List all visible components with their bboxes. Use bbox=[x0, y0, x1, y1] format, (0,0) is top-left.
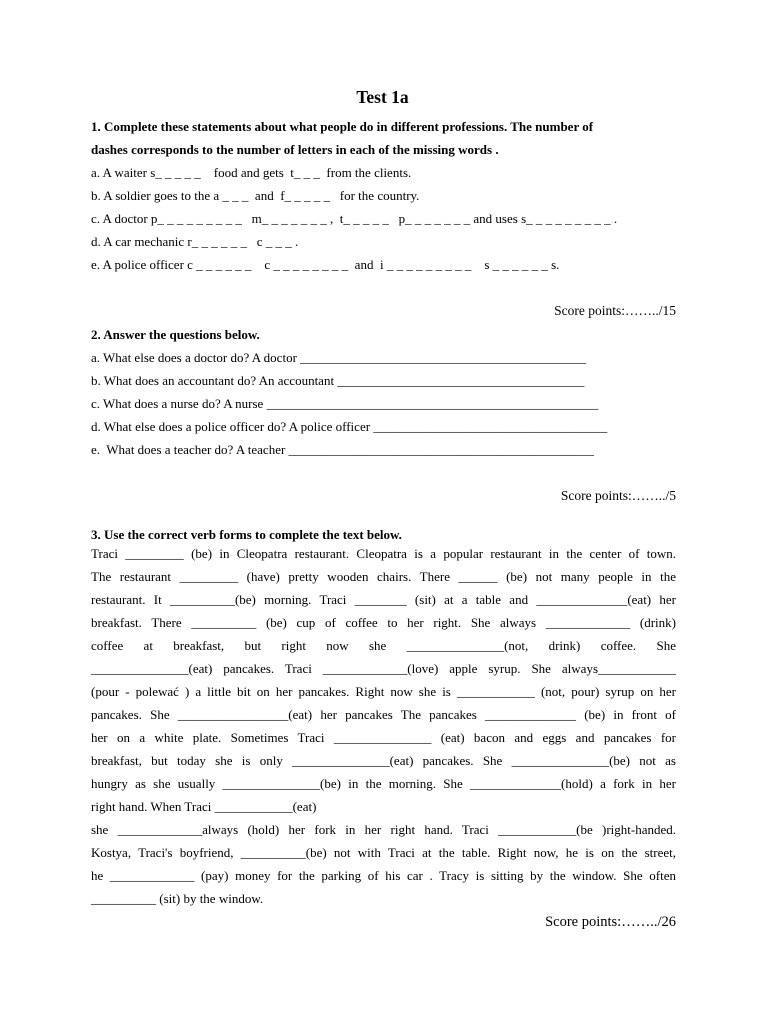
section-3-score: Score points:……../26 bbox=[545, 914, 676, 930]
section-2-item-d: d. What else does a police officer do? A police officer ____________________________________ bbox=[91, 419, 608, 434]
section-3-line: breakfast. There __________ (be) cup of coffee to her right. She always _____________ (drink) bbox=[91, 615, 676, 630]
section-3-line: breakfast, but today she is only _______________(eat) pancakes. She _______________(be) not as bbox=[91, 753, 676, 768]
section-3-line: her on a white plate. Sometimes Traci _______________ (eat) bacon and eggs and pancakes for bbox=[91, 730, 676, 745]
section-3-line: pancakes. She _________________(eat) her pancakes The pancakes ______________ (be) in front of bbox=[91, 707, 676, 722]
section-2-item-a: a. What else does a doctor do? A doctor ____________________________________________ bbox=[91, 350, 587, 365]
section-1-item-d: d. A car mechanic r_ _ _ _ _ _ c _ _ _ . bbox=[91, 234, 299, 249]
section-1-item-b: b. A soldier goes to the a _ _ _ and f_ _ _ _ _ for the country. bbox=[91, 188, 420, 203]
section-3-line: restaurant. It __________(be) morning. Traci ________ (sit) at a table and ______________(eat) her bbox=[91, 592, 676, 607]
section-1-heading-line-1: 1. Complete these statements about what people do in different professions. The number of bbox=[91, 119, 594, 134]
section-3-line: coffee at breakfast, but right now she _______________(not, drink) coffee. She bbox=[91, 638, 676, 653]
section-3-line: The restaurant _________ (have) pretty wooden chairs. There ______ (be) not many people in the bbox=[91, 569, 676, 584]
section-3-line: _______________(eat) pancakes. Traci _____________(love) apple syrup. She always____________ bbox=[91, 661, 676, 676]
section-3-line: (pour - polewać ) a little bit on her pancakes. Right now she is ____________ (not, pour) syrup on her bbox=[91, 684, 676, 699]
section-1-heading-line-2: dashes corresponds to the number of letters in each of the missing words . bbox=[91, 142, 499, 157]
section-1-item-a: a. A waiter s_ _ _ _ _ food and gets t_ _ _ from the clients. bbox=[91, 165, 412, 180]
page-title: Test 1a bbox=[356, 87, 409, 107]
section-3-line: hungry as she usually _______________(be) in the morning. She ______________(hold) a fork in her bbox=[91, 776, 676, 791]
section-3-line: she _____________always (hold) her fork in her right hand. Traci ____________(be )right-handed. bbox=[91, 822, 676, 837]
section-3 bbox=[91, 524, 676, 910]
section-3-text bbox=[91, 542, 676, 910]
section-2-item-e: e. What does a teacher do? A teacher _______________________________________________ bbox=[91, 442, 595, 457]
section-3-line: Traci _________ (be) in Cleopatra restaurant. Cleopatra is a popular restaurant in the center of town. bbox=[91, 546, 676, 561]
section-2-item-b: b. What does an accountant do? An accountant ______________________________________ bbox=[91, 373, 585, 388]
section-3-line: __________ (sit) by the window. bbox=[91, 891, 264, 906]
section-3-line: Kostya, Traci's boyfriend, __________(be) not with Traci at the table. Right now, he is on the street, bbox=[91, 845, 676, 860]
section-1-score: Score points:……../15 bbox=[554, 303, 676, 318]
section-1-item-c: c. A doctor p_ _ _ _ _ _ _ _ _ m_ _ _ _ _ _ _ , t_ _ _ _ _ p_ _ _ _ _ _ _ and uses s_ _ _ _ _ _ _ _ _ . bbox=[91, 211, 618, 226]
section-2-item-c: c. What does a nurse do? A nurse ___________________________________________________ bbox=[91, 396, 599, 411]
section-3-line: he _____________ (pay) money for the parking of his car . Tracy is sitting by the window. She often bbox=[91, 868, 676, 883]
section-2 bbox=[91, 323, 676, 461]
section-2-score: Score points:……../5 bbox=[560, 488, 676, 503]
section-3-heading: 3. Use the correct verb forms to complete the text below. bbox=[91, 527, 402, 542]
section-3-line: right hand. When Traci ____________(eat) bbox=[91, 799, 317, 814]
section-1 bbox=[91, 115, 676, 276]
section-2-heading: 2. Answer the questions below. bbox=[91, 327, 260, 342]
section-1-item-e: e. A police officer c _ _ _ _ _ _ c _ _ _ _ _ _ _ _ and i _ _ _ _ _ _ _ _ _ s _ _ _ _ _ _ s. bbox=[91, 257, 560, 272]
